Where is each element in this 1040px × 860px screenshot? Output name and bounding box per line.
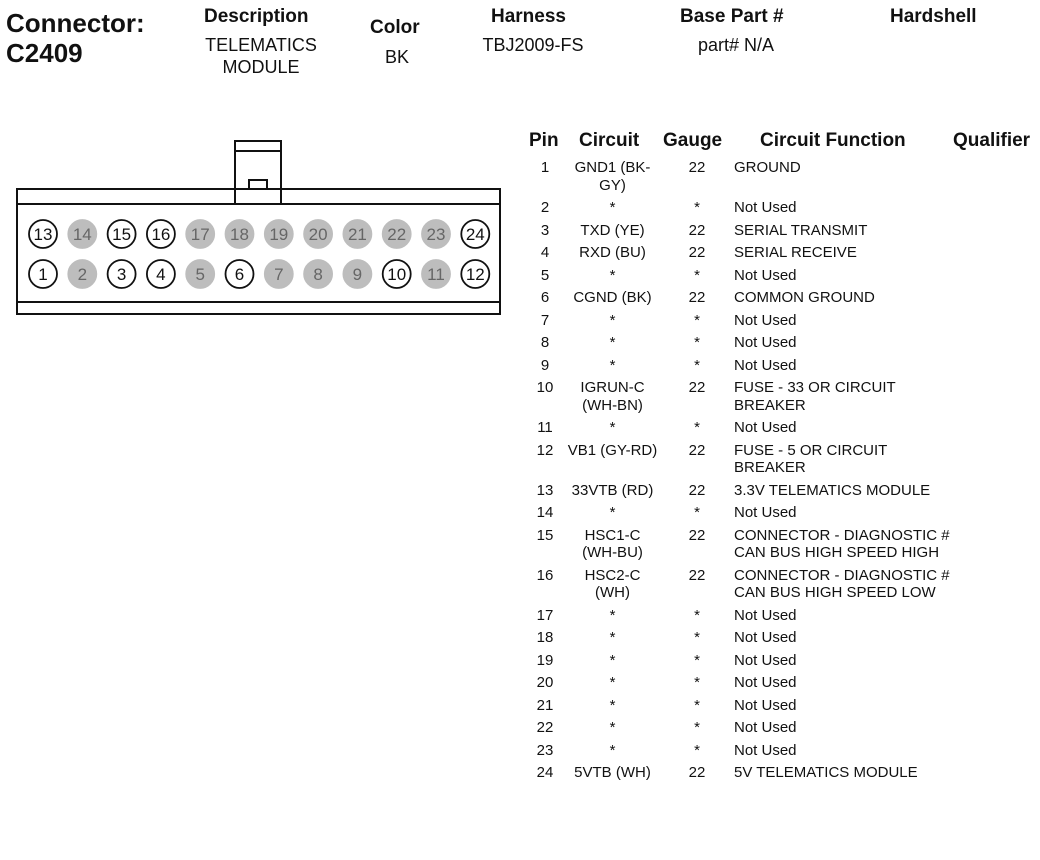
table-row: [525, 763, 1040, 786]
header-circuit-function: Circuit Function: [760, 130, 906, 151]
pin-number-label: 3: [116, 265, 127, 284]
wire-gauge: 22: [688, 566, 706, 584]
color-label: Color: [370, 17, 420, 38]
qualifier: [950, 527, 1040, 562]
circuit-name: *: [609, 651, 616, 669]
pin-number: 17: [536, 606, 554, 624]
pin-number-label: 8: [313, 265, 323, 284]
pin-cavity-2: [68, 260, 96, 288]
circuit-function: Not Used: [734, 199, 797, 216]
header-circuit: Circuit: [579, 130, 640, 151]
qualifier: [950, 289, 1040, 307]
circuit-name: *: [609, 311, 616, 329]
qualifier: [950, 652, 1040, 670]
pin-number: 13: [536, 481, 554, 499]
pin-number-label: 12: [465, 265, 485, 284]
header-gauge: Gauge: [663, 130, 723, 151]
circuit-name: TXD (YE): [580, 221, 645, 239]
table-row: [525, 333, 1040, 356]
qualifier: [950, 222, 1040, 240]
pin-number: 8: [540, 334, 550, 351]
table-row: [525, 526, 1040, 566]
wire-gauge: 22: [688, 526, 706, 544]
circuit-name: *: [609, 334, 616, 351]
circuit-function: Not Used: [734, 504, 797, 521]
circuit-name: *: [609, 696, 616, 714]
qualifier: [950, 719, 1040, 737]
pin-number: 2: [540, 199, 550, 216]
qualifier: [950, 442, 1040, 477]
connector-label: Connector:: [6, 8, 145, 38]
table-row: [525, 606, 1040, 629]
pin-number-label: 21: [347, 225, 367, 244]
wire-gauge: 22: [688, 764, 706, 781]
pin-cavity-8: [304, 260, 332, 288]
harness-value: TBJ2009-FS: [482, 35, 584, 55]
hardshell-label: Hardshell: [890, 6, 977, 27]
pin-rows: [525, 158, 1040, 786]
connector-id: C2409: [6, 38, 83, 68]
wire-gauge: 22: [688, 159, 706, 176]
wire-gauge: *: [694, 334, 700, 351]
table-row: [525, 651, 1040, 674]
pin-cavity-18: [226, 220, 254, 248]
qualifier: [950, 482, 1040, 500]
pin-cavity-22: [383, 220, 411, 248]
wire-gauge: *: [694, 674, 700, 691]
circuit-function: Not Used: [734, 606, 797, 624]
pin-number: 1: [540, 159, 550, 176]
table-row: [525, 243, 1040, 266]
qualifier: [950, 742, 1040, 760]
pin-number-label: 17: [190, 225, 210, 244]
wire-gauge: *: [694, 504, 700, 521]
circuit-name: *: [609, 266, 616, 284]
color-value: BK: [384, 47, 409, 67]
pin-number-label: 6: [234, 265, 245, 284]
circuit-function: CONNECTOR - DIAGNOSTIC # CAN BUS HIGH SPEED LOW: [734, 566, 950, 601]
header-qualifier: Qualifier: [953, 130, 1031, 151]
circuit-name: 33VTB (RD): [571, 481, 654, 499]
wire-gauge: *: [694, 606, 700, 624]
table-row: [525, 418, 1040, 441]
qualifier: [950, 674, 1040, 692]
pin-cavity-17: [186, 220, 214, 248]
pin-cavity-6: [226, 260, 254, 288]
wire-gauge: *: [694, 629, 700, 646]
table-row: [525, 741, 1040, 764]
wire-gauge: *: [694, 356, 700, 374]
pin-cavity-7: [265, 260, 293, 288]
wire-gauge: *: [694, 696, 700, 714]
connector-title: [6, 8, 145, 68]
circuit-function: Not Used: [734, 696, 797, 714]
table-row: [525, 673, 1040, 696]
qualifier: [950, 159, 1040, 194]
table-row: [525, 311, 1040, 334]
circuit-function: FUSE - 33 OR CIRCUIT BREAKER: [734, 379, 896, 414]
qualifier: [950, 379, 1040, 414]
circuit-function: CONNECTOR - DIAGNOSTIC # CAN BUS HIGH SPEED HIGH: [734, 526, 950, 561]
pin-number: 20: [536, 674, 554, 691]
pin-number-label: 22: [387, 225, 407, 244]
table-row: [525, 566, 1040, 606]
circuit-function: Not Used: [734, 266, 797, 284]
table-row: [525, 221, 1040, 244]
circuit-function: Not Used: [734, 419, 797, 436]
pin-number: 15: [536, 526, 554, 544]
circuit-name: *: [609, 629, 616, 646]
pin-number-label: 10: [387, 265, 407, 284]
qualifier: [950, 312, 1040, 330]
qualifier: [950, 504, 1040, 522]
pin-number-label: 24: [465, 225, 485, 244]
circuit-name: IGRUN-C (WH-BN): [580, 379, 645, 414]
pin-cavity-3: [108, 260, 136, 288]
circuit-name: 5VTB (WH): [574, 764, 651, 781]
pin-number-label: 14: [72, 225, 92, 244]
pin-number: 10: [536, 379, 554, 396]
pin-number-label: 18: [230, 225, 249, 244]
wire-gauge: *: [694, 741, 700, 759]
pin-number: 22: [536, 719, 554, 736]
pin-number: 16: [536, 566, 554, 584]
circuit-function: FUSE - 5 OR CIRCUIT BREAKER: [734, 441, 888, 476]
circuit-function: Not Used: [734, 334, 797, 351]
qualifier: [950, 334, 1040, 352]
pin-cavity-23: [422, 220, 450, 248]
pin-number-label: 23: [426, 225, 446, 244]
wire-gauge: *: [694, 651, 700, 669]
pin-number-label: 4: [156, 265, 166, 284]
table-row: [525, 158, 1040, 198]
circuit-function: Not Used: [734, 674, 797, 691]
table-row: [525, 378, 1040, 418]
qualifier: [950, 629, 1040, 647]
base-part-label: Base Part #: [680, 6, 784, 27]
circuit-function: 5V TELEMATICS MODULE: [734, 764, 918, 781]
qualifier: [950, 697, 1040, 715]
circuit-name: *: [609, 741, 616, 759]
circuit-name: *: [609, 719, 616, 736]
pin-number-label: 20: [308, 225, 328, 244]
table-row: [525, 696, 1040, 719]
pin-number-label: 1: [38, 265, 48, 284]
connector-face-diagram: [0, 130, 510, 330]
pin-number: 7: [540, 311, 550, 329]
circuit-name: *: [609, 356, 616, 374]
circuit-name: VB1 (GY-RD): [567, 441, 658, 459]
circuit-function: Not Used: [734, 356, 797, 374]
pin-cavity-16: [147, 220, 175, 248]
table-row: [525, 628, 1040, 651]
circuit-function: SERIAL TRANSMIT: [734, 221, 868, 239]
header-pin: Pin: [529, 130, 559, 151]
circuit-name: HSC2-C (WH): [584, 566, 641, 601]
pin-number: 11: [537, 419, 553, 436]
circuit-name: HSC1-C (WH-BU): [582, 526, 643, 561]
circuit-name: RXD (BU): [579, 244, 646, 261]
circuit-name: *: [609, 504, 616, 521]
pin-number: 14: [536, 504, 554, 521]
pin-number: 19: [536, 651, 554, 669]
pin-number: 3: [540, 221, 550, 239]
pin-number: 18: [536, 629, 554, 646]
pin-cavity-4: [147, 260, 175, 288]
pin-cavity-24: [461, 220, 489, 248]
qualifier: [950, 419, 1040, 437]
table-row: [525, 198, 1040, 221]
pin-number-label: 9: [352, 265, 363, 284]
circuit-name: *: [609, 199, 616, 216]
wire-gauge: 22: [688, 379, 706, 396]
wire-gauge: *: [694, 199, 700, 216]
pin-cavity-12: [461, 260, 489, 288]
pin-number-label: 5: [195, 265, 205, 284]
table-row: [525, 266, 1040, 289]
circuit-function: SERIAL RECEIVE: [734, 244, 857, 261]
pin-cavity-11: [422, 260, 450, 288]
circuit-name: *: [609, 419, 616, 436]
pin-number: 21: [536, 696, 554, 714]
circuit-function: Not Used: [734, 651, 797, 669]
pin-number: 12: [536, 441, 554, 459]
circuit-function: COMMON GROUND: [734, 289, 875, 306]
circuit-name: *: [609, 606, 616, 624]
circuit-function: GROUND: [734, 159, 801, 176]
qualifier: [950, 199, 1040, 217]
pin-number-label: 11: [427, 265, 445, 284]
table-row: [525, 356, 1040, 379]
pin-cavity-9: [343, 260, 371, 288]
table-row: [525, 718, 1040, 741]
table-row: [525, 481, 1040, 504]
pin-number-label: 15: [112, 225, 132, 244]
qualifier: [950, 607, 1040, 625]
pin-cavity-14: [68, 220, 96, 248]
circuit-function: Not Used: [734, 311, 797, 329]
pin-cavity-21: [343, 220, 371, 248]
qualifier: [950, 244, 1040, 262]
pin-number: 5: [540, 266, 550, 284]
wire-gauge: *: [694, 266, 700, 284]
wire-gauge: 22: [688, 481, 706, 499]
description-label: Description: [204, 6, 309, 27]
circuit-name: CGND (BK): [573, 289, 652, 306]
qualifier: [950, 764, 1040, 782]
table-row: [525, 288, 1040, 311]
pin-number: 23: [536, 741, 554, 759]
circuit-function: Not Used: [734, 629, 797, 646]
harness-label: Harness: [491, 6, 566, 27]
wire-gauge: *: [694, 311, 700, 329]
pin-cavity-10: [383, 260, 411, 288]
pin-number: 9: [540, 356, 550, 374]
wire-gauge: *: [694, 419, 700, 436]
wire-gauge: 22: [688, 441, 706, 459]
pin-number-label: 2: [77, 265, 88, 284]
qualifier: [950, 567, 1040, 602]
pin-number-label: 19: [269, 225, 289, 244]
table-row: [525, 441, 1040, 481]
pin-number-label: 13: [33, 225, 53, 244]
description-value: TELEMATICS MODULE: [205, 35, 317, 77]
pin-cavity-19: [265, 220, 293, 248]
circuit-function: Not Used: [734, 741, 797, 759]
qualifier: [950, 267, 1040, 285]
pin-cavity-20: [304, 220, 332, 248]
pin-number: 24: [536, 764, 554, 781]
wire-gauge: *: [694, 719, 700, 736]
pin-number-label: 7: [274, 265, 284, 284]
pin-number-label: 16: [151, 225, 171, 244]
qualifier: [950, 357, 1040, 375]
circuit-name: GND1 (BK-GY): [574, 159, 651, 194]
base-part-value: part# N/A: [697, 35, 775, 55]
pin-cavity-15: [108, 220, 136, 248]
circuit-function: Not Used: [734, 719, 797, 736]
pin-cavity-13: [29, 220, 57, 248]
table-row: [525, 503, 1040, 526]
pin-cavity-5: [186, 260, 214, 288]
wire-gauge: 22: [688, 289, 706, 306]
wire-gauge: 22: [688, 221, 706, 239]
pin-number: 6: [540, 289, 550, 306]
pin-cavity-1: [29, 260, 57, 288]
circuit-function: 3.3V TELEMATICS MODULE: [734, 481, 931, 499]
circuit-name: *: [609, 674, 616, 691]
pin-number: 4: [540, 244, 550, 261]
wire-gauge: 22: [688, 244, 706, 261]
